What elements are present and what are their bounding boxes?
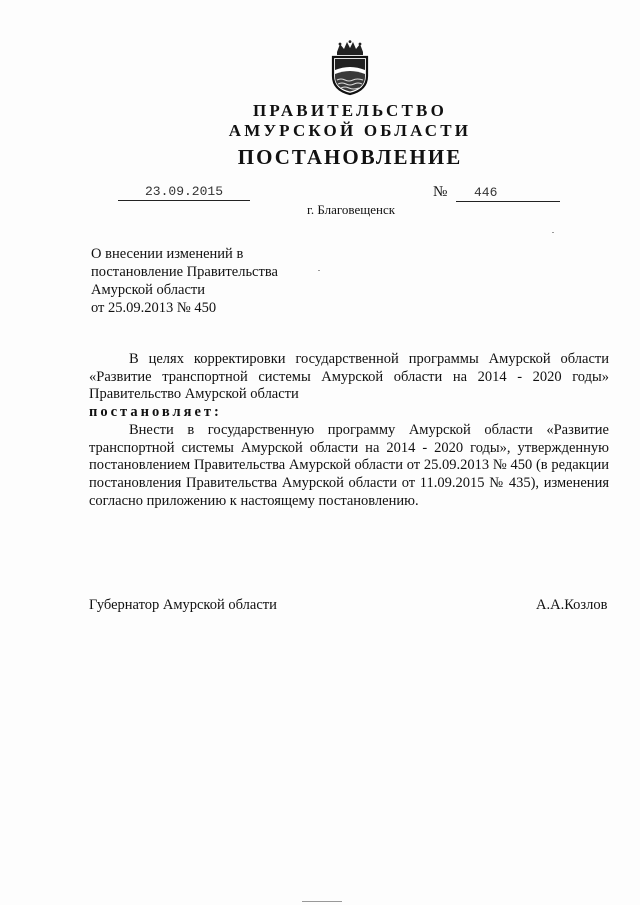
- scan-speck: [318, 270, 320, 271]
- coat-of-arms-icon: [327, 40, 373, 96]
- org-name-line2: АМУРСКОЙ ОБЛАСТИ: [228, 121, 472, 140]
- document-date: 23.09.2015: [118, 184, 250, 201]
- subject-line: от 25.09.2013 № 450: [91, 300, 217, 316]
- subject-line: Амурской области: [91, 282, 205, 298]
- document-type: ПОСТАНОВЛЕНИЕ: [237, 145, 463, 169]
- subject-line: О внесении изменений в: [91, 246, 244, 262]
- scan-speck: [552, 232, 554, 233]
- number-sign: №: [433, 184, 448, 200]
- decree-word: постановляет:: [89, 404, 222, 421]
- preamble-paragraph: В целях корректировки государственной программы Амурской области «Развитие транспортной системы Амурской области на 2014 - 2020 годы» Правительство Амурской области: [89, 351, 609, 403]
- document-city: г. Благовещенск: [307, 202, 396, 217]
- document-number: 446: [456, 185, 560, 202]
- subject-line: постановление Правительства: [91, 264, 278, 280]
- org-name-line1: ПРАВИТЕЛЬСТВО: [253, 101, 447, 120]
- document-subject: [91, 245, 351, 317]
- clause-paragraph: Внести в государственную программу Амурской области «Развитие транспортной системы Амурской области на 2014 - 2020 годы», утвержденную постановлением Правительства Амурской области от 25.09.2013 № 450 (в редакции постановления Правительства Амурской области от 11.09.2015 № 435), изменения согласно приложению к настоящему постановлению.: [89, 421, 609, 509]
- signatory-name: А.А.Козлов: [536, 597, 608, 613]
- signatory-title: Губернатор Амурской области: [89, 597, 277, 613]
- scan-speck: [302, 901, 342, 902]
- document-body: [89, 351, 609, 510]
